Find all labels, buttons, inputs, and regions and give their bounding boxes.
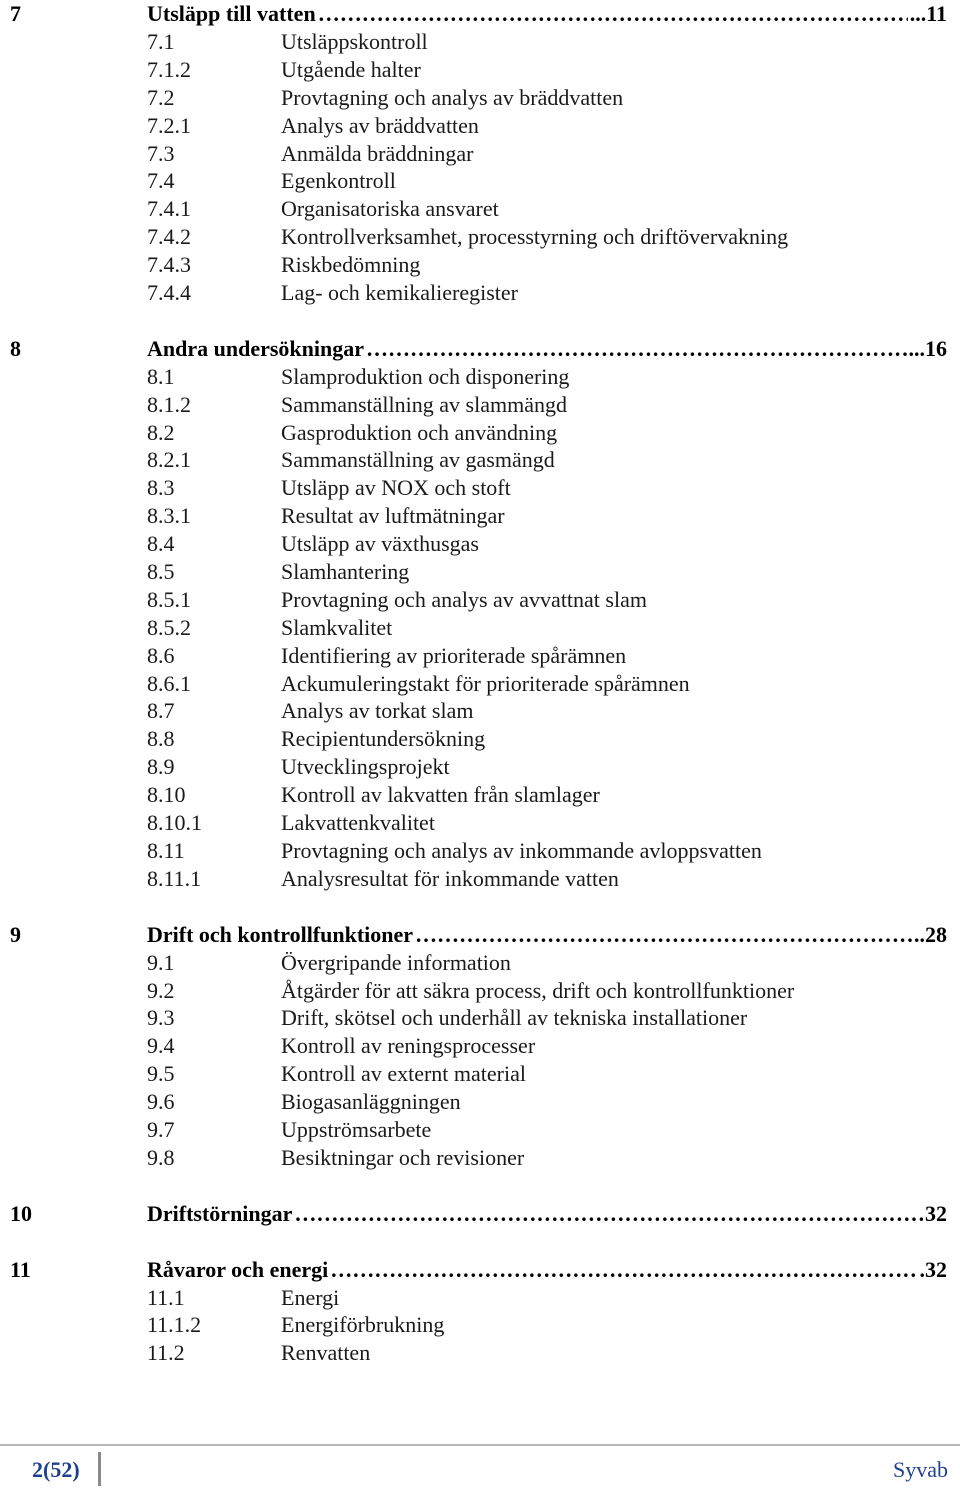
entry-number: 8.3.1 bbox=[147, 503, 191, 529]
entry-title: Åtgärder för att säkra process, drift och kontrollfunktioner bbox=[281, 977, 795, 1003]
toc-entry[interactable] bbox=[0, 530, 960, 558]
entry-number: 9.6 bbox=[147, 1089, 175, 1115]
entry-title: Övergripande information bbox=[281, 949, 511, 975]
chapter-number: 7 bbox=[10, 1, 21, 26]
chapter-number: 11 bbox=[10, 1256, 31, 1282]
toc-entry[interactable] bbox=[0, 112, 960, 140]
entry-number: 7.4.4 bbox=[147, 280, 191, 306]
toc-entry[interactable] bbox=[0, 586, 960, 614]
toc-entry[interactable] bbox=[0, 1060, 960, 1088]
entry-number: 7.4 bbox=[147, 168, 175, 194]
toc-entry[interactable] bbox=[0, 1339, 960, 1367]
chapter-page-number: ..28 bbox=[914, 921, 947, 947]
toc-entry[interactable] bbox=[0, 865, 960, 893]
chapter-page-number: ...16 bbox=[908, 335, 947, 361]
entry-title: Utsläpp av växthusgas bbox=[281, 531, 479, 557]
entry-number: 8.2.1 bbox=[147, 447, 191, 473]
toc-chapter bbox=[0, 1256, 960, 1368]
dot-leader bbox=[366, 335, 906, 363]
entry-number: 8.6.1 bbox=[147, 670, 191, 696]
entry-number: 7.4.1 bbox=[147, 196, 191, 222]
entry-number: 9.4 bbox=[147, 1033, 175, 1059]
entry-title: Provtagning och analys av bräddvatten bbox=[281, 84, 624, 110]
entry-number: 8.5 bbox=[147, 559, 175, 585]
toc-entry[interactable] bbox=[0, 977, 960, 1005]
toc-entry[interactable] bbox=[0, 1144, 960, 1172]
entry-title: Recipientundersökning bbox=[281, 726, 486, 752]
toc-entry[interactable] bbox=[0, 558, 960, 586]
toc-entry[interactable] bbox=[0, 1116, 960, 1144]
entry-number: 9.7 bbox=[147, 1116, 175, 1142]
entry-title: Sammanställning av gasmängd bbox=[281, 447, 555, 473]
entry-title: Kontroll av externt material bbox=[281, 1061, 526, 1087]
chapter-page-number: ...11 bbox=[909, 1, 947, 26]
entry-number: 9.2 bbox=[147, 977, 175, 1003]
entry-title: Lag- och kemikalieregister bbox=[281, 280, 519, 306]
toc-entry[interactable] bbox=[0, 363, 960, 391]
toc-entry[interactable] bbox=[0, 167, 960, 195]
toc-entry[interactable] bbox=[0, 1032, 960, 1060]
entry-title: Identifiering av prioriterade spårämnen bbox=[281, 642, 627, 668]
entry-title: Kontroll av reningsprocesser bbox=[281, 1033, 536, 1059]
chapter-spacer bbox=[0, 1172, 960, 1200]
toc-entry[interactable] bbox=[0, 502, 960, 530]
chapter-number: 8 bbox=[10, 335, 21, 361]
toc-entry[interactable] bbox=[0, 1284, 960, 1312]
chapter-number: 10 bbox=[10, 1200, 32, 1226]
chapter-spacer bbox=[0, 893, 960, 921]
toc-entry[interactable] bbox=[0, 1311, 960, 1339]
entry-title: Slamhantering bbox=[281, 559, 410, 585]
entry-title: Slamproduktion och disponering bbox=[281, 363, 570, 389]
toc-entry[interactable] bbox=[0, 84, 960, 112]
entry-number: 7.4.2 bbox=[147, 224, 191, 250]
entry-number: 8.2 bbox=[147, 419, 175, 445]
chapter-spacer bbox=[0, 307, 960, 335]
toc-entry[interactable] bbox=[0, 28, 960, 56]
chapter-title-line bbox=[147, 1200, 947, 1228]
entry-title: Provtagning och analys av inkommande avloppsvatten bbox=[281, 837, 762, 863]
entry-number: 7.2 bbox=[147, 84, 175, 110]
entry-number: 8.9 bbox=[147, 754, 175, 780]
entry-number: 7.2.1 bbox=[147, 112, 191, 138]
toc-entry[interactable] bbox=[0, 474, 960, 502]
entry-number: 9.1 bbox=[147, 949, 175, 975]
toc-entry[interactable] bbox=[0, 949, 960, 977]
toc-entry[interactable] bbox=[0, 725, 960, 753]
toc-entry[interactable] bbox=[0, 56, 960, 84]
entry-number: 9.8 bbox=[147, 1144, 175, 1170]
toc-entry[interactable] bbox=[0, 419, 960, 447]
entry-title: Anmälda bräddningar bbox=[281, 140, 474, 166]
entry-title: Utsläppskontroll bbox=[281, 29, 428, 54]
toc-chapter-heading[interactable] bbox=[0, 335, 960, 363]
entry-number: 8.5.1 bbox=[147, 586, 191, 612]
entry-number: 7.3 bbox=[147, 140, 175, 166]
entry-number: 8.1 bbox=[147, 363, 175, 389]
toc-entry[interactable] bbox=[0, 753, 960, 781]
chapter-title: Drift och kontrollfunktioner bbox=[147, 921, 414, 947]
entry-number: 8.3 bbox=[147, 475, 175, 501]
entry-title: Organisatoriska ansvaret bbox=[281, 196, 499, 222]
entry-number: 7.1.2 bbox=[147, 56, 191, 82]
toc-chapter bbox=[0, 335, 960, 893]
toc-chapter-heading[interactable] bbox=[0, 1256, 960, 1284]
entry-title: Gasproduktion och användning bbox=[281, 419, 558, 445]
toc-entry[interactable] bbox=[0, 279, 960, 307]
entry-number: 11.1.2 bbox=[147, 1312, 202, 1338]
chapter-title: Driftstörningar bbox=[147, 1200, 293, 1226]
chapter-number: 9 bbox=[10, 921, 21, 947]
entry-title: Sammanställning av slammängd bbox=[281, 391, 567, 417]
chapter-title-line bbox=[147, 0, 947, 28]
entry-title: Analys av bräddvatten bbox=[281, 112, 479, 138]
toc-chapter bbox=[0, 0, 960, 307]
toc-chapter-heading[interactable] bbox=[0, 0, 960, 28]
chapter-title-line bbox=[147, 921, 947, 949]
entry-title: Energi bbox=[281, 1284, 340, 1310]
entry-title: Lakvattenkvalitet bbox=[281, 810, 435, 836]
toc-chapter bbox=[0, 1200, 960, 1228]
entry-number: 8.4 bbox=[147, 531, 175, 557]
entry-number: 8.11 bbox=[147, 837, 185, 863]
entry-number: 7.1 bbox=[147, 29, 175, 54]
chapter-page-number: .32 bbox=[919, 1256, 947, 1282]
toc-chapter-heading[interactable] bbox=[0, 921, 960, 949]
entry-title: Kontroll av lakvatten från slamlager bbox=[281, 782, 600, 808]
page-number: 2(52) bbox=[32, 1457, 80, 1482]
toc-entry[interactable] bbox=[0, 1088, 960, 1116]
entry-title: Analys av torkat slam bbox=[281, 698, 474, 724]
toc-entry[interactable] bbox=[0, 697, 960, 725]
toc-entry[interactable] bbox=[0, 837, 960, 865]
entry-title: Riskbedömning bbox=[281, 252, 421, 278]
entry-title: Analysresultat för inkommande vatten bbox=[281, 865, 619, 891]
dot-leader bbox=[415, 921, 912, 949]
toc-entry[interactable] bbox=[0, 1004, 960, 1032]
entry-title: Provtagning och analys av avvattnat slam bbox=[281, 586, 647, 612]
entry-number: 9.3 bbox=[147, 1005, 175, 1031]
entry-title: Slamkvalitet bbox=[281, 614, 393, 640]
dot-leader bbox=[294, 1200, 923, 1228]
toc-entry[interactable] bbox=[0, 670, 960, 698]
dot-leader bbox=[318, 0, 908, 28]
entry-number: 8.10.1 bbox=[147, 810, 202, 836]
entry-number: 8.6 bbox=[147, 642, 175, 668]
entry-number: 11.1 bbox=[147, 1284, 185, 1310]
company-name: Syvab bbox=[893, 1457, 948, 1482]
entry-number: 8.8 bbox=[147, 726, 175, 752]
toc-entry[interactable] bbox=[0, 391, 960, 419]
toc-entry[interactable] bbox=[0, 223, 960, 251]
entry-number: 8.11.1 bbox=[147, 865, 202, 891]
chapter-title-line bbox=[147, 1256, 947, 1284]
entry-title: Biogasanläggningen bbox=[281, 1089, 461, 1115]
entry-number: 8.7 bbox=[147, 698, 175, 724]
entry-title: Energiförbrukning bbox=[281, 1312, 445, 1338]
entry-number: 8.10 bbox=[147, 782, 186, 808]
toc-entry[interactable] bbox=[0, 251, 960, 279]
toc-entry[interactable] bbox=[0, 642, 960, 670]
entry-title: Besiktningar och revisioner bbox=[281, 1144, 525, 1170]
footer-rule bbox=[0, 1444, 960, 1446]
entry-title: Utvecklingsprojekt bbox=[281, 754, 450, 780]
chapter-spacer bbox=[0, 1228, 960, 1256]
entry-number: 8.5.2 bbox=[147, 614, 191, 640]
footer-divider bbox=[98, 1452, 101, 1486]
entry-title: Drift, skötsel och underhåll av tekniska installationer bbox=[281, 1005, 748, 1031]
entry-title: Utsläpp av NOX och stoft bbox=[281, 475, 511, 501]
entry-number: 9.5 bbox=[147, 1061, 175, 1087]
entry-title: Ackumuleringstakt för prioriterade spårämnen bbox=[281, 670, 690, 696]
entry-title: Uppströmsarbete bbox=[281, 1116, 432, 1142]
entry-title: Renvatten bbox=[281, 1340, 371, 1366]
toc-entry[interactable] bbox=[0, 195, 960, 223]
chapter-title: Råvaror och energi bbox=[147, 1256, 329, 1282]
chapter-title: Utsläpp till vatten bbox=[147, 1, 316, 26]
toc-chapter bbox=[0, 921, 960, 1172]
toc-entry[interactable] bbox=[0, 781, 960, 809]
page-footer bbox=[0, 1444, 960, 1488]
chapter-title-line bbox=[147, 335, 947, 363]
entry-title: Kontrollverksamhet, processtyrning och driftövervakning bbox=[281, 224, 789, 250]
entry-title: Utgående halter bbox=[281, 56, 421, 82]
toc-entry[interactable] bbox=[0, 614, 960, 642]
toc-entry[interactable] bbox=[0, 446, 960, 474]
entry-number: 7.4.3 bbox=[147, 252, 191, 278]
toc-chapter-heading[interactable] bbox=[0, 1200, 960, 1228]
entry-title: Resultat av luftmätningar bbox=[281, 503, 505, 529]
chapter-title: Andra undersökningar bbox=[147, 335, 365, 361]
entry-title: Egenkontroll bbox=[281, 168, 396, 194]
dot-leader bbox=[330, 1256, 917, 1284]
entry-number: 8.1.2 bbox=[147, 391, 191, 417]
chapter-page-number: 32 bbox=[925, 1200, 947, 1226]
entry-number: 11.2 bbox=[147, 1340, 185, 1366]
toc-entry[interactable] bbox=[0, 140, 960, 168]
toc-entry[interactable] bbox=[0, 809, 960, 837]
